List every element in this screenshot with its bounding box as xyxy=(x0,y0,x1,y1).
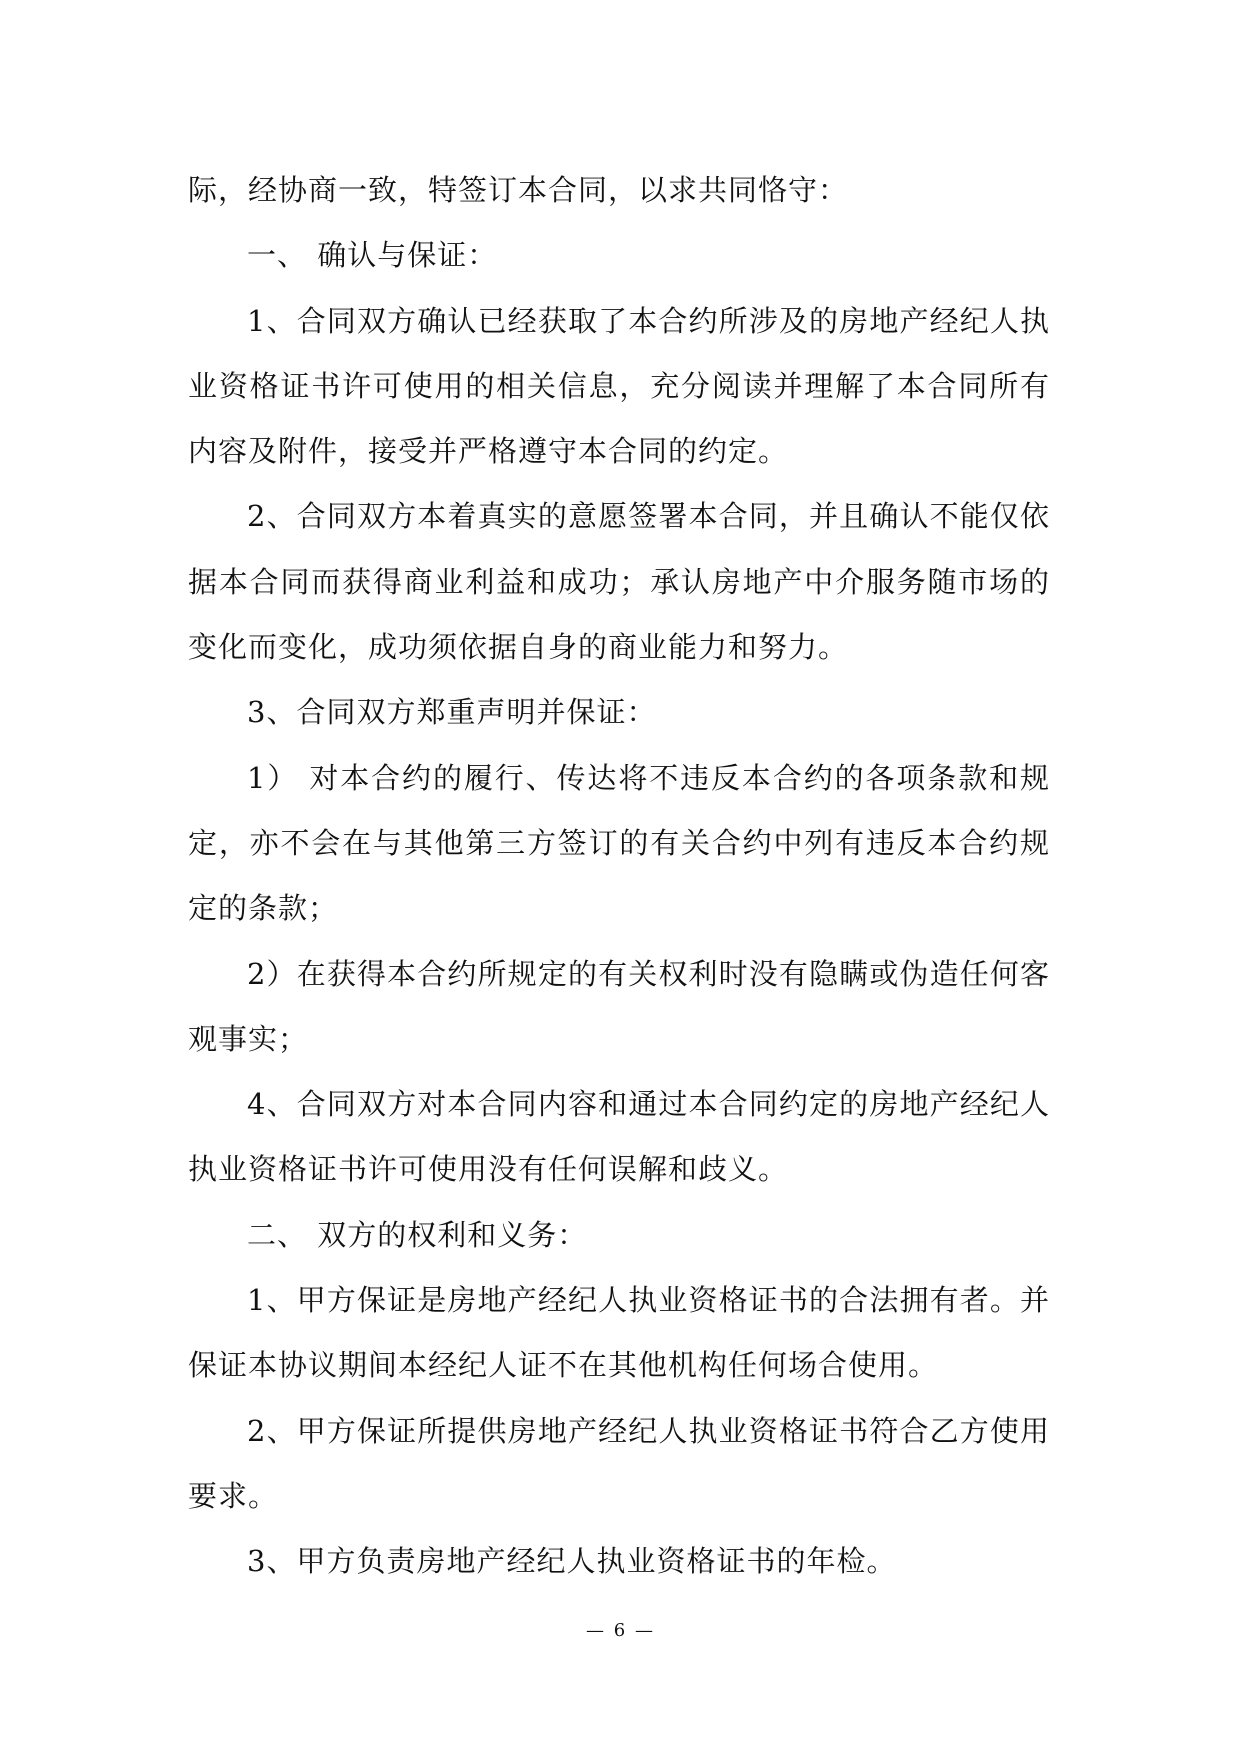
clause-1-3: 3、合同双方郑重声明并保证： xyxy=(247,695,657,730)
paragraph-preamble-end: 际，经协商一致，特签订本合同，以求共同恪守： xyxy=(188,173,849,207)
section-heading-rights-obligations: 二、 双方的权利和义务： xyxy=(247,1217,588,1252)
document-body xyxy=(188,158,1050,1595)
page-number: — 6 — xyxy=(586,1620,655,1641)
section-heading-confirmation: 一、 确认与保证： xyxy=(247,238,498,273)
clause-2-3: 3、甲方负责房地产经纪人执业资格证书的年检。 xyxy=(247,1544,897,1579)
clause-1-3-item-1: 1） 对本合约的履行、传达将不违反本合约的各项条款和规定，亦不会在与其他第三方签订的有关合约中列有违反本合约规定的条款； xyxy=(188,760,1050,926)
clause-1-2: 2、合同双方本着真实的意愿签署本合同，并且确认不能仅依据本合同而获得商业利益和成功；承认房地产中介服务随市场的变化而变化，成功须依据自身的商业能力和努力。 xyxy=(188,499,1050,665)
clause-1-3-item-2: 2）在获得本合约所规定的有关权利时没有隐瞒或伪造任何客观事实； xyxy=(188,956,1050,1056)
clause-1-4: 4、合同双方对本合同内容和通过本合同约定的房地产经纪人执业资格证书许可使用没有任何误解和歧义。 xyxy=(188,1087,1050,1187)
clause-2-2: 2、甲方保证所提供房地产经纪人执业资格证书符合乙方使用要求。 xyxy=(188,1413,1050,1513)
clause-1-1: 1、合同双方确认已经获取了本合约所涉及的房地产经纪人执业资格证书许可使用的相关信息，充分阅读并理解了本合同所有内容及附件，接受并严格遵守本合同的约定。 xyxy=(188,303,1050,469)
clause-2-1: 1、甲方保证是房地产经纪人执业资格证书的合法拥有者。并保证本协议期间本经纪人证不在其他机构任何场合使用。 xyxy=(188,1283,1050,1383)
